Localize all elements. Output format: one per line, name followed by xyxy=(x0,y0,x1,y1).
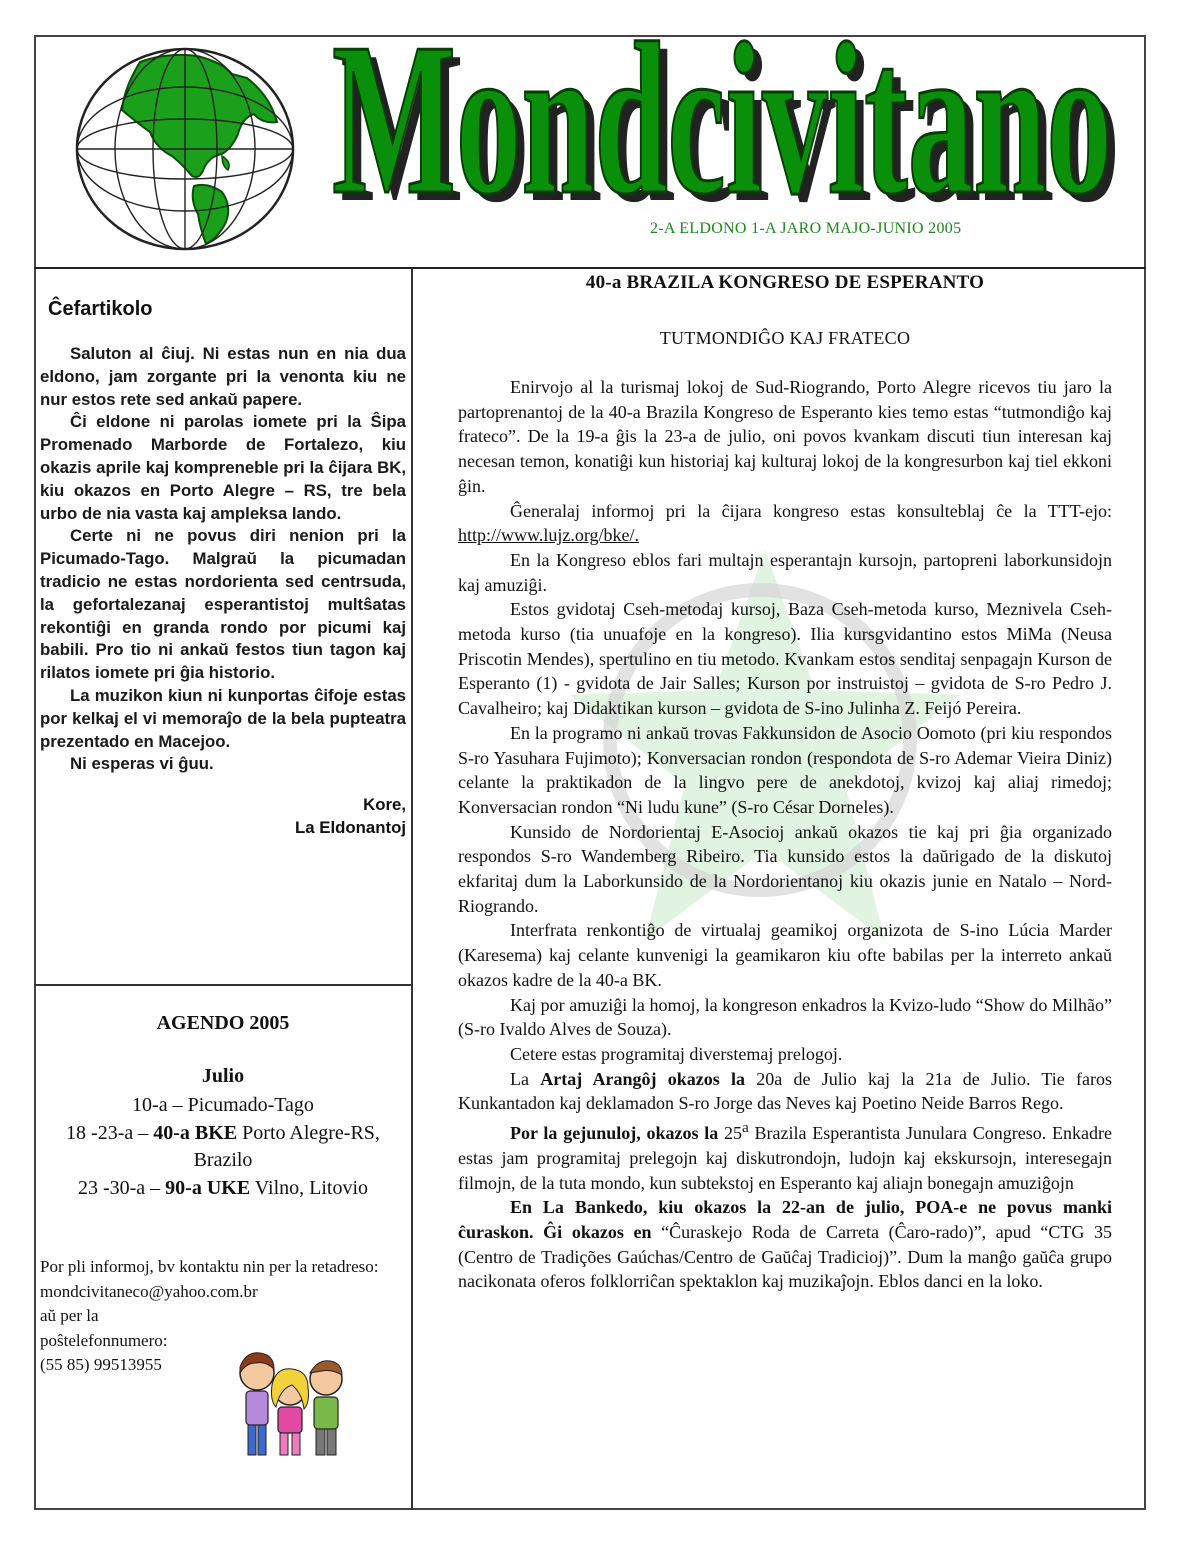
paragraph-text: 25 xyxy=(718,1123,743,1144)
title-shadow: Mondcivitano xyxy=(340,30,1120,220)
newspaper-title xyxy=(328,30,1128,220)
title-text: Mondcivitano xyxy=(332,30,1112,220)
editorial-paragraph: Certe ni ne povus diri nenion pri la Picumado-Tago. Malgraŭ la picumadan tradicio ne estas nordorienta sed centrsuda, la gefortalezanaj esperantistoj multŝatas rekontiĝi en granda rondo por picumi kaj babili. Pro tio ni ankaŭ festos tiun tagon kaj rilatos iomete pri ĝia historio. xyxy=(40,526,406,683)
paragraph-text: Brazila Esperantista Junulara Congreso. Enkadre estas jam programitaj prelegojn kaj diskutrondojn, ludojn kaj ekskursojn, interesegajn filmojn, de la tuta mondo, kun subtekstoj en Esperanto kaj aliajn bonegajn amuziĝojn xyxy=(458,1123,1112,1193)
agenda-month: Julio xyxy=(201,1065,245,1087)
agenda-event xyxy=(40,1175,406,1203)
column-divider xyxy=(411,269,413,1510)
main-article xyxy=(458,272,1112,1294)
event-place: Vilno, Litovio xyxy=(250,1176,369,1199)
bold-phrase: Artaj Arangôj okazos la xyxy=(540,1068,745,1089)
left-section-divider xyxy=(34,984,412,986)
event-date: 10-a – Picumado-Tago xyxy=(132,1094,314,1116)
editorial-signature xyxy=(40,794,406,839)
paragraph-text: 20a de Julio kaj la 21a de Julio. Tie faros Kunkantadon kaj deklamadon S-ro Jorge das Neves kaj Poetino Neide Barros Rego. xyxy=(458,1068,1113,1114)
article-paragraph: Kaj por amuziĝi la homoj, la kongreson enkadros la Kvizo-ludo “Show do Milhão” (S-ro Ivaldo Alves de Souza). xyxy=(458,994,1112,1040)
article-paragraph xyxy=(458,1116,1112,1195)
edition-line: 2-A ELDONO 1-A JARO MAJO-JUNIO 2005 xyxy=(650,220,962,237)
contact-email[interactable]: mondcivitaneco@yahoo.com.br xyxy=(40,1281,258,1301)
paragraph-text: Ĝeneralaj informoj pri la ĉijara kongreso estas konsulteblaj ĉe la TTT-ejo: xyxy=(510,500,1112,521)
article-title: 40-a BRAZILA KONGRESO DE ESPERANTO xyxy=(585,272,985,293)
signature-line-1: Kore, xyxy=(363,795,406,815)
paragraph-text: “Ĉuraskejo Roda de Carreta (Ĉaro-rado)”, apud “CTG 35 (Centro de Tradições Gaúchas/Centro de Gaŭĉaj Tradicioj)”. Dum la manĝo gaŭĉa grupo nacikonata oferos folklorriĉan spektaklon kaj muzikaĵojn. Eblos danci en la loko. xyxy=(458,1221,1112,1292)
article-paragraph xyxy=(458,1195,1112,1294)
event-date: 18 -23-a – xyxy=(66,1121,154,1144)
article-paragraph xyxy=(458,499,1112,548)
website-link[interactable]: http://www.lujz.org/bke/. xyxy=(458,525,639,546)
editorial-paragraph: La muzikon kiun ni kunportas ĉifoje estas por kelkaj el vi memoraĵo de la bela pupteatra prezentado en Macejoo. xyxy=(40,685,406,751)
agenda-event xyxy=(40,1120,406,1175)
ordinal-suffix: a xyxy=(742,1120,749,1137)
event-date: 23 -30-a – xyxy=(77,1176,166,1199)
bold-phrase: En La Bankedo, kiu okazos la 22-an de julio, POA-e ne povus manki ĉuraskon. Ĝi okazos en xyxy=(458,1197,1112,1242)
article-paragraph: En la Kongreso eblos fari multajn esperantajn kursojn, partopreni laborkunsidojn kaj amuziĝi. xyxy=(458,549,1112,595)
article-paragraph: Estos gvidotaj Cseh-metodaj kursoj, Baza Cseh-metoda kurso, Meznivela Cseh-metoda kurso (tia unuafoje en la kongreso). Ilia kursgvidantino estos MiMa (Neusa Priscotin Mendes), spertulino en tiu metodo. Kvankam estos senditaj senpagajn Kurson de Esperanto (1) - gvidota de Jair Salles; Kurson por instruistoj – gvidota de S-ro Pedro J. Cavalheiro; kaj Didaktikan kurson – gvidota de S-ino Julinha Z. Feijó Pereira. xyxy=(458,599,1112,719)
paragraph-text: La xyxy=(510,1068,541,1089)
contact-intro: Por pli informoj, bv kontaktu nin per la retadreso: xyxy=(40,1257,379,1276)
article-paragraph: Cetere estas programitaj diverstemaj prelogoj. xyxy=(510,1043,843,1064)
article-paragraph: Kunsido de Nordorientaj E-Asocioj ankaŭ okazos tie kaj pri ĝia organizado respondos S-ro Wandemberg Ribeiro. Tia kunsido estos la daŭrigado de la diskutoj ekfaritaj dum la Laborkunsido de la Nordorientanoj kiu okazis junie en Natalo – Nord-Riogrando. xyxy=(458,821,1112,916)
bold-phrase: Por la gejunuloj, okazos la xyxy=(510,1123,719,1144)
signature-line-2: La Eldonantoj xyxy=(295,817,406,837)
editorial xyxy=(40,298,406,839)
agenda-heading: AGENDO 2005 xyxy=(156,1012,290,1034)
editorial-paragraph: Saluton al ĉiuj. Ni estas nun en nia dua eldono, jam zorgante pri la venonta kiu ne nur estos rete sed ankaŭ papere. xyxy=(40,344,406,409)
editorial-paragraph: Ĉi eldone ni parolas iomete pri la Ŝipa Promenado Marborde de Fortalezo, kiu okazis aprile kaj kompreneble pri la ĉijara BK, kiu okazos en Porto Alegre – RS, tre bela urbo de nia vasta kaj ampleksa lando. xyxy=(40,412,406,523)
article-subtitle: TUTMONDIĜO KAJ FRATECO xyxy=(659,328,911,348)
article-paragraph: Interfrata renkontiĝo de virtualaj geamikoj organizota de S-ino Lúcia Marder (Karesema) kaj celante kunvenigi la geamikaron kiu ofte babilas per la interreto ankaŭ okazos kadre de la 40-a BK. xyxy=(458,920,1112,990)
article-paragraph: En la programo ni ankaŭ trovas Fakkunsidon de Asocio Oomoto (pri kiu respondos S-ro Yasuhara Fujimoto); Konversacian rondon (respondota de S-ro Ademar Vieira Diniz) celante la praktikadon de la lingvo pere de anekdotoj, kvizoj kaj aliaj rimedoj; Konversacian rondon “Ni ludu kune” (S-ro César Dorneles). xyxy=(458,722,1112,817)
kids-illustration xyxy=(232,1345,350,1460)
article-paragraph xyxy=(458,1067,1112,1116)
event-name: 90-a UKE xyxy=(165,1176,251,1199)
event-place: Porto Alegre-RS, Brazilo xyxy=(193,1121,380,1171)
editorial-paragraph: Ni esperas vi ĝuu. xyxy=(70,754,214,774)
globe-logo xyxy=(72,44,298,254)
contact-phone-intro: aŭ per la poŝtelefonnumero: xyxy=(40,1306,168,1350)
event-name: 40-a BKE xyxy=(153,1121,238,1144)
agenda-event xyxy=(40,1092,406,1120)
editorial-heading: Ĉefartikolo xyxy=(48,298,153,320)
article-paragraph: Enirvojo al la turismaj lokoj de Sud-Riogrando, Porto Alegre ricevos tiu jaro la partoprenantoj de la 40-a Brazila Kongreso de Esperanto kies temo estas “tutmondiĝo kaj frateco”. De la 19-a ĝis la 23-a de julio, oni povos kvankam discuti tiun interesan kaj necesan temon, konatiĝi kun historiaj kaj kulturaj lokoj de la kongresurbon kaj tiel ekkoni ĝin. xyxy=(458,377,1112,496)
contact-phone: (55 85) 99513955 xyxy=(40,1355,162,1374)
agenda xyxy=(40,1012,406,1202)
